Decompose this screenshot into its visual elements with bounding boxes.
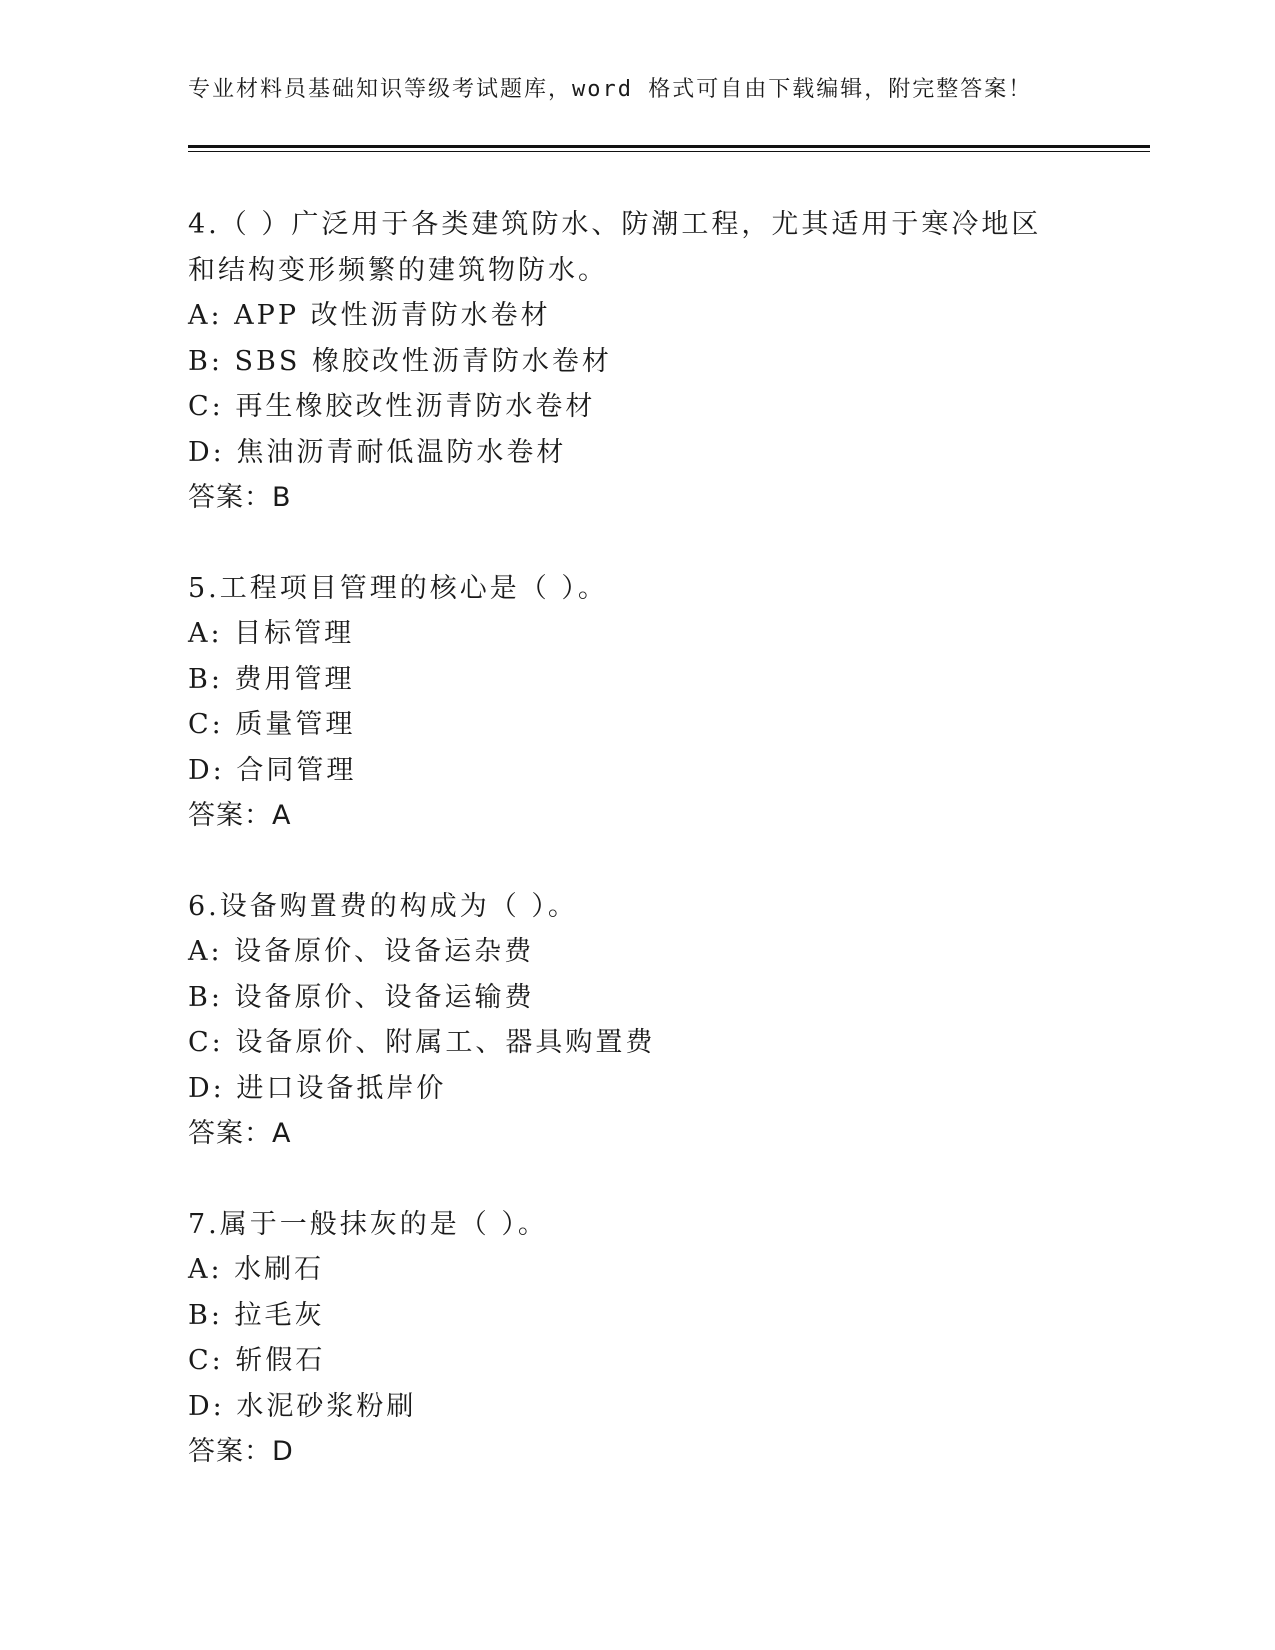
header-rule-thin — [188, 151, 1150, 152]
option-c: C: 再生橡胶改性沥青防水卷材 — [188, 391, 596, 422]
question-list — [188, 202, 1088, 1520]
page-header: 专业材料员基础知识等级考试题库，word 格式可自由下载编辑，附完整答案！ — [188, 77, 1033, 102]
question-4 — [188, 202, 1088, 521]
option-a: A: 水刷石 — [188, 1254, 325, 1285]
answer-label: 答案：A — [188, 800, 292, 831]
answer-label: 答案：D — [188, 1436, 294, 1467]
option-a: A: APP 改性沥青防水卷材 — [188, 300, 551, 331]
option-b: B: 费用管理 — [188, 663, 355, 695]
option-b: B: 拉毛灰 — [188, 1299, 325, 1331]
option-c: C: 设备原价、附属工、器具购置费 — [188, 1027, 656, 1058]
answer-label: 答案：B — [188, 482, 292, 513]
option-d: D: 水泥砂浆粉刷 — [188, 1390, 417, 1422]
question-6 — [188, 884, 1088, 1157]
question-7 — [188, 1202, 1088, 1475]
option-b: B: 设备原价、设备运输费 — [188, 981, 535, 1013]
option-d: D: 进口设备抵岸价 — [188, 1072, 447, 1104]
option-a: A: 设备原价、设备运杂费 — [188, 936, 535, 967]
question-stem: 4.（ ）广泛用于各类建筑防水、防潮工程，尤其适用于寒冷地区和结构变形频繁的建筑物防水。 — [188, 209, 1042, 286]
question-5 — [188, 566, 1088, 839]
option-d: D: 焦油沥青耐低温防水卷材 — [188, 436, 567, 468]
question-stem: 7.属于一般抹灰的是（ ）。 — [188, 1208, 548, 1240]
question-stem: 5.工程项目管理的核心是（ ）。 — [188, 572, 608, 604]
option-c: C: 质量管理 — [188, 709, 356, 740]
question-stem: 6.设备购置费的构成为（ ）。 — [188, 890, 578, 922]
option-a: A: 目标管理 — [188, 618, 355, 649]
option-c: C: 斩假石 — [188, 1345, 326, 1376]
header-rule-thick — [188, 145, 1150, 148]
option-b: B: SBS 橡胶改性沥青防水卷材 — [188, 345, 612, 377]
option-d: D: 合同管理 — [188, 754, 357, 786]
answer-label: 答案：A — [188, 1118, 292, 1149]
